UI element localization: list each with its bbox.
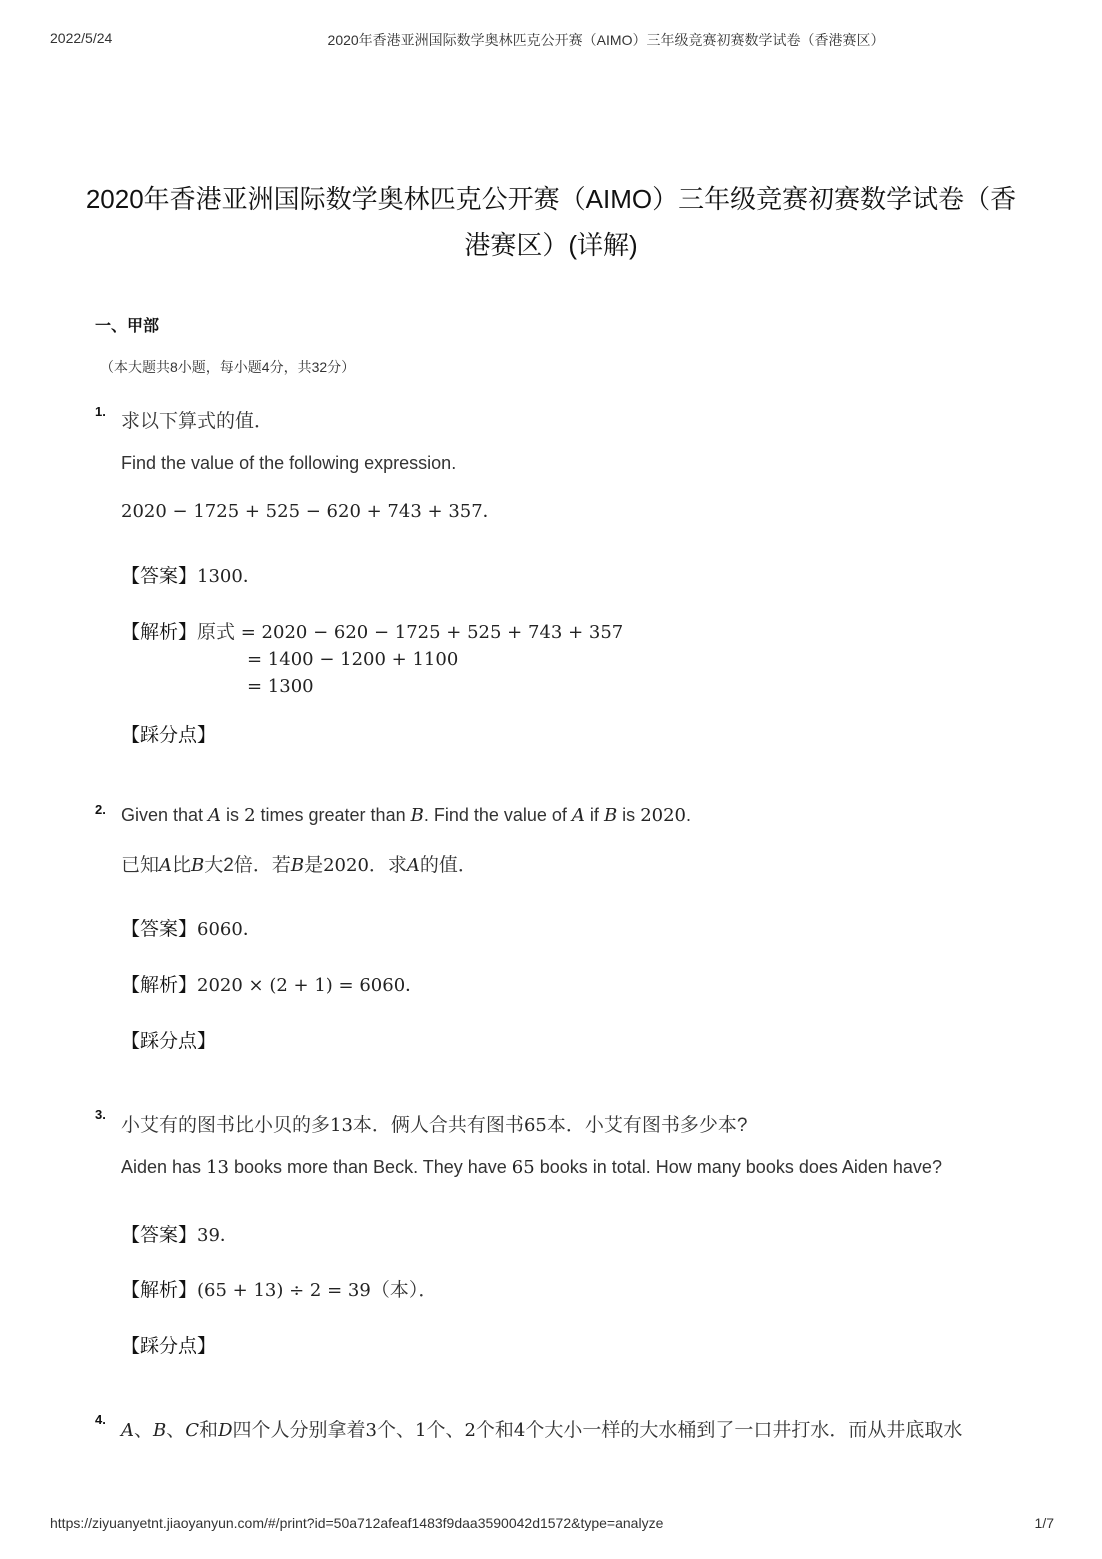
number: 2020 <box>640 805 686 826</box>
points-label: 【踩分点】 <box>121 725 217 746</box>
text: 个大小一样的大水桶到了一口井打水．而从井底取水 <box>525 1420 963 1441</box>
question-1-number: 1. <box>95 404 106 419</box>
variable-b: B <box>410 805 424 826</box>
text: 、 <box>166 1420 186 1441</box>
answer-label: 【答案】 <box>121 1225 198 1246</box>
text: 小艾有的图书比小贝的多 <box>121 1115 331 1136</box>
question-1-analysis-line-2: = 1400 − 1200 + 1100 <box>247 649 459 670</box>
number: 1 <box>414 1420 427 1441</box>
answer-value: 6060． <box>197 919 261 940</box>
question-1-points <box>121 720 216 747</box>
question-3-cn <box>121 1110 747 1137</box>
points-label: 【踩分点】 <box>121 1031 217 1052</box>
variable-b: B <box>290 855 305 876</box>
question-3-en <box>121 1157 942 1178</box>
text: . Find the value of <box>423 805 572 825</box>
question-2-points <box>121 1026 216 1053</box>
analysis-line-1: = 2020 − 620 − 1725 + 525 + 743 + 357 <box>235 622 624 643</box>
section-title: 一、甲部 <box>95 318 160 335</box>
text: 是 <box>304 855 324 876</box>
text: Aiden has <box>121 1157 207 1177</box>
text: books in total. How many books does Aiden have? <box>534 1157 942 1177</box>
text: 和 <box>199 1420 219 1441</box>
text: 个和 <box>475 1420 514 1441</box>
variable-a: A <box>208 805 222 826</box>
text: books more than Beck. They have <box>228 1157 512 1177</box>
text: is <box>221 805 245 825</box>
analysis-label: 【解析】 <box>121 622 198 643</box>
question-1-answer <box>121 561 261 588</box>
question-3-answer <box>121 1220 238 1247</box>
number: 2 <box>244 805 256 826</box>
text: times greater than <box>255 805 411 825</box>
answer-value: 39． <box>197 1225 238 1246</box>
question-3-points <box>121 1331 216 1358</box>
text: 个、 <box>426 1420 465 1441</box>
analysis-prefix: 原式 <box>197 622 236 643</box>
question-4-cn <box>121 1415 962 1442</box>
question-1-expression: 2020 − 1725 + 525 − 620 + 743 + 357． <box>121 501 501 522</box>
text: Given that <box>121 805 209 825</box>
text: 、 <box>134 1420 154 1441</box>
variable-b: B <box>603 805 618 826</box>
variable-a: A <box>406 855 420 876</box>
section-note: （本大题共8小题，每小题4分，共32分） <box>100 359 356 375</box>
number: 3 <box>365 1420 377 1441</box>
header-title: 2020年香港亚洲国际数学奥林匹克公开赛（AIMO）三年级竞赛初赛数学试卷（香港赛区） <box>327 32 885 48</box>
question-4-number: 4. <box>95 1412 106 1427</box>
question-2-cn <box>121 850 477 877</box>
number: 4 <box>513 1420 526 1441</box>
text: if <box>584 805 604 825</box>
text: 本．小艾有图书多少本? <box>546 1115 748 1136</box>
question-3-number: 3. <box>95 1107 106 1122</box>
header-date: 2022/5/24 <box>50 30 113 46</box>
variable-a: A <box>571 805 585 826</box>
question-3-analysis <box>121 1275 437 1302</box>
answer-value: 1300． <box>197 566 261 587</box>
question-2-answer <box>121 914 261 941</box>
document-title-line2: 港赛区）(详解) <box>464 230 638 260</box>
text: ．求 <box>368 855 407 876</box>
question-2-en <box>121 805 691 826</box>
analysis-label: 【解析】 <box>121 975 198 996</box>
analysis-unit: （本）． <box>370 1280 438 1301</box>
points-label: 【踩分点】 <box>121 1336 217 1357</box>
text: 本．俩人合共有图书 <box>352 1115 524 1136</box>
answer-label: 【答案】 <box>121 566 198 587</box>
question-1-en: Find the value of the following expression. <box>121 453 457 473</box>
text: 个、 <box>376 1420 415 1441</box>
question-1-analysis-line-3: = 1300 <box>247 676 314 697</box>
number: 2 <box>464 1420 476 1441</box>
variable-a: A <box>121 1420 134 1441</box>
number: 13 <box>206 1157 229 1178</box>
question-2-number: 2. <box>95 802 106 817</box>
document-title <box>80 176 1022 268</box>
text: . <box>686 805 692 825</box>
number: 13 <box>330 1115 353 1136</box>
number: 65 <box>511 1157 535 1178</box>
text: is <box>617 805 641 825</box>
analysis-expression: (65 + 13) ÷ 2 = 39 <box>197 1280 371 1301</box>
question-1-analysis <box>121 617 623 644</box>
variable-c: C <box>185 1420 200 1441</box>
number: 2020 <box>323 855 369 876</box>
number: 65 <box>523 1115 547 1136</box>
text: 已知 <box>121 855 160 876</box>
document-title-line1: 2020年香港亚洲国际数学奥林匹克公开赛（AIMO）三年级竞赛初赛数学试卷（香 <box>85 184 1017 214</box>
variable-b: B <box>191 855 205 876</box>
analysis-label: 【解析】 <box>121 1280 198 1301</box>
question-2-analysis <box>121 970 423 997</box>
variable-b: B <box>153 1420 167 1441</box>
text: 大2倍．若 <box>204 855 291 876</box>
footer-page-number: 1/7 <box>1034 1515 1054 1531</box>
answer-label: 【答案】 <box>121 919 198 940</box>
question-1-cn: 求以下算式的值． <box>121 411 274 432</box>
text: 比 <box>172 855 192 876</box>
analysis-expression: 2020 × (2 + 1) = 6060． <box>197 975 424 996</box>
text: 四个人分别拿着 <box>232 1420 366 1441</box>
variable-a: A <box>159 855 173 876</box>
text: 的值． <box>419 855 477 876</box>
footer-url: https://ziyuanyetnt.jiaoyanyun.com/#/print?id=50a712afeaf1483f9daa3590042d1572&type=analyze <box>50 1515 664 1531</box>
variable-d: D <box>218 1420 233 1441</box>
